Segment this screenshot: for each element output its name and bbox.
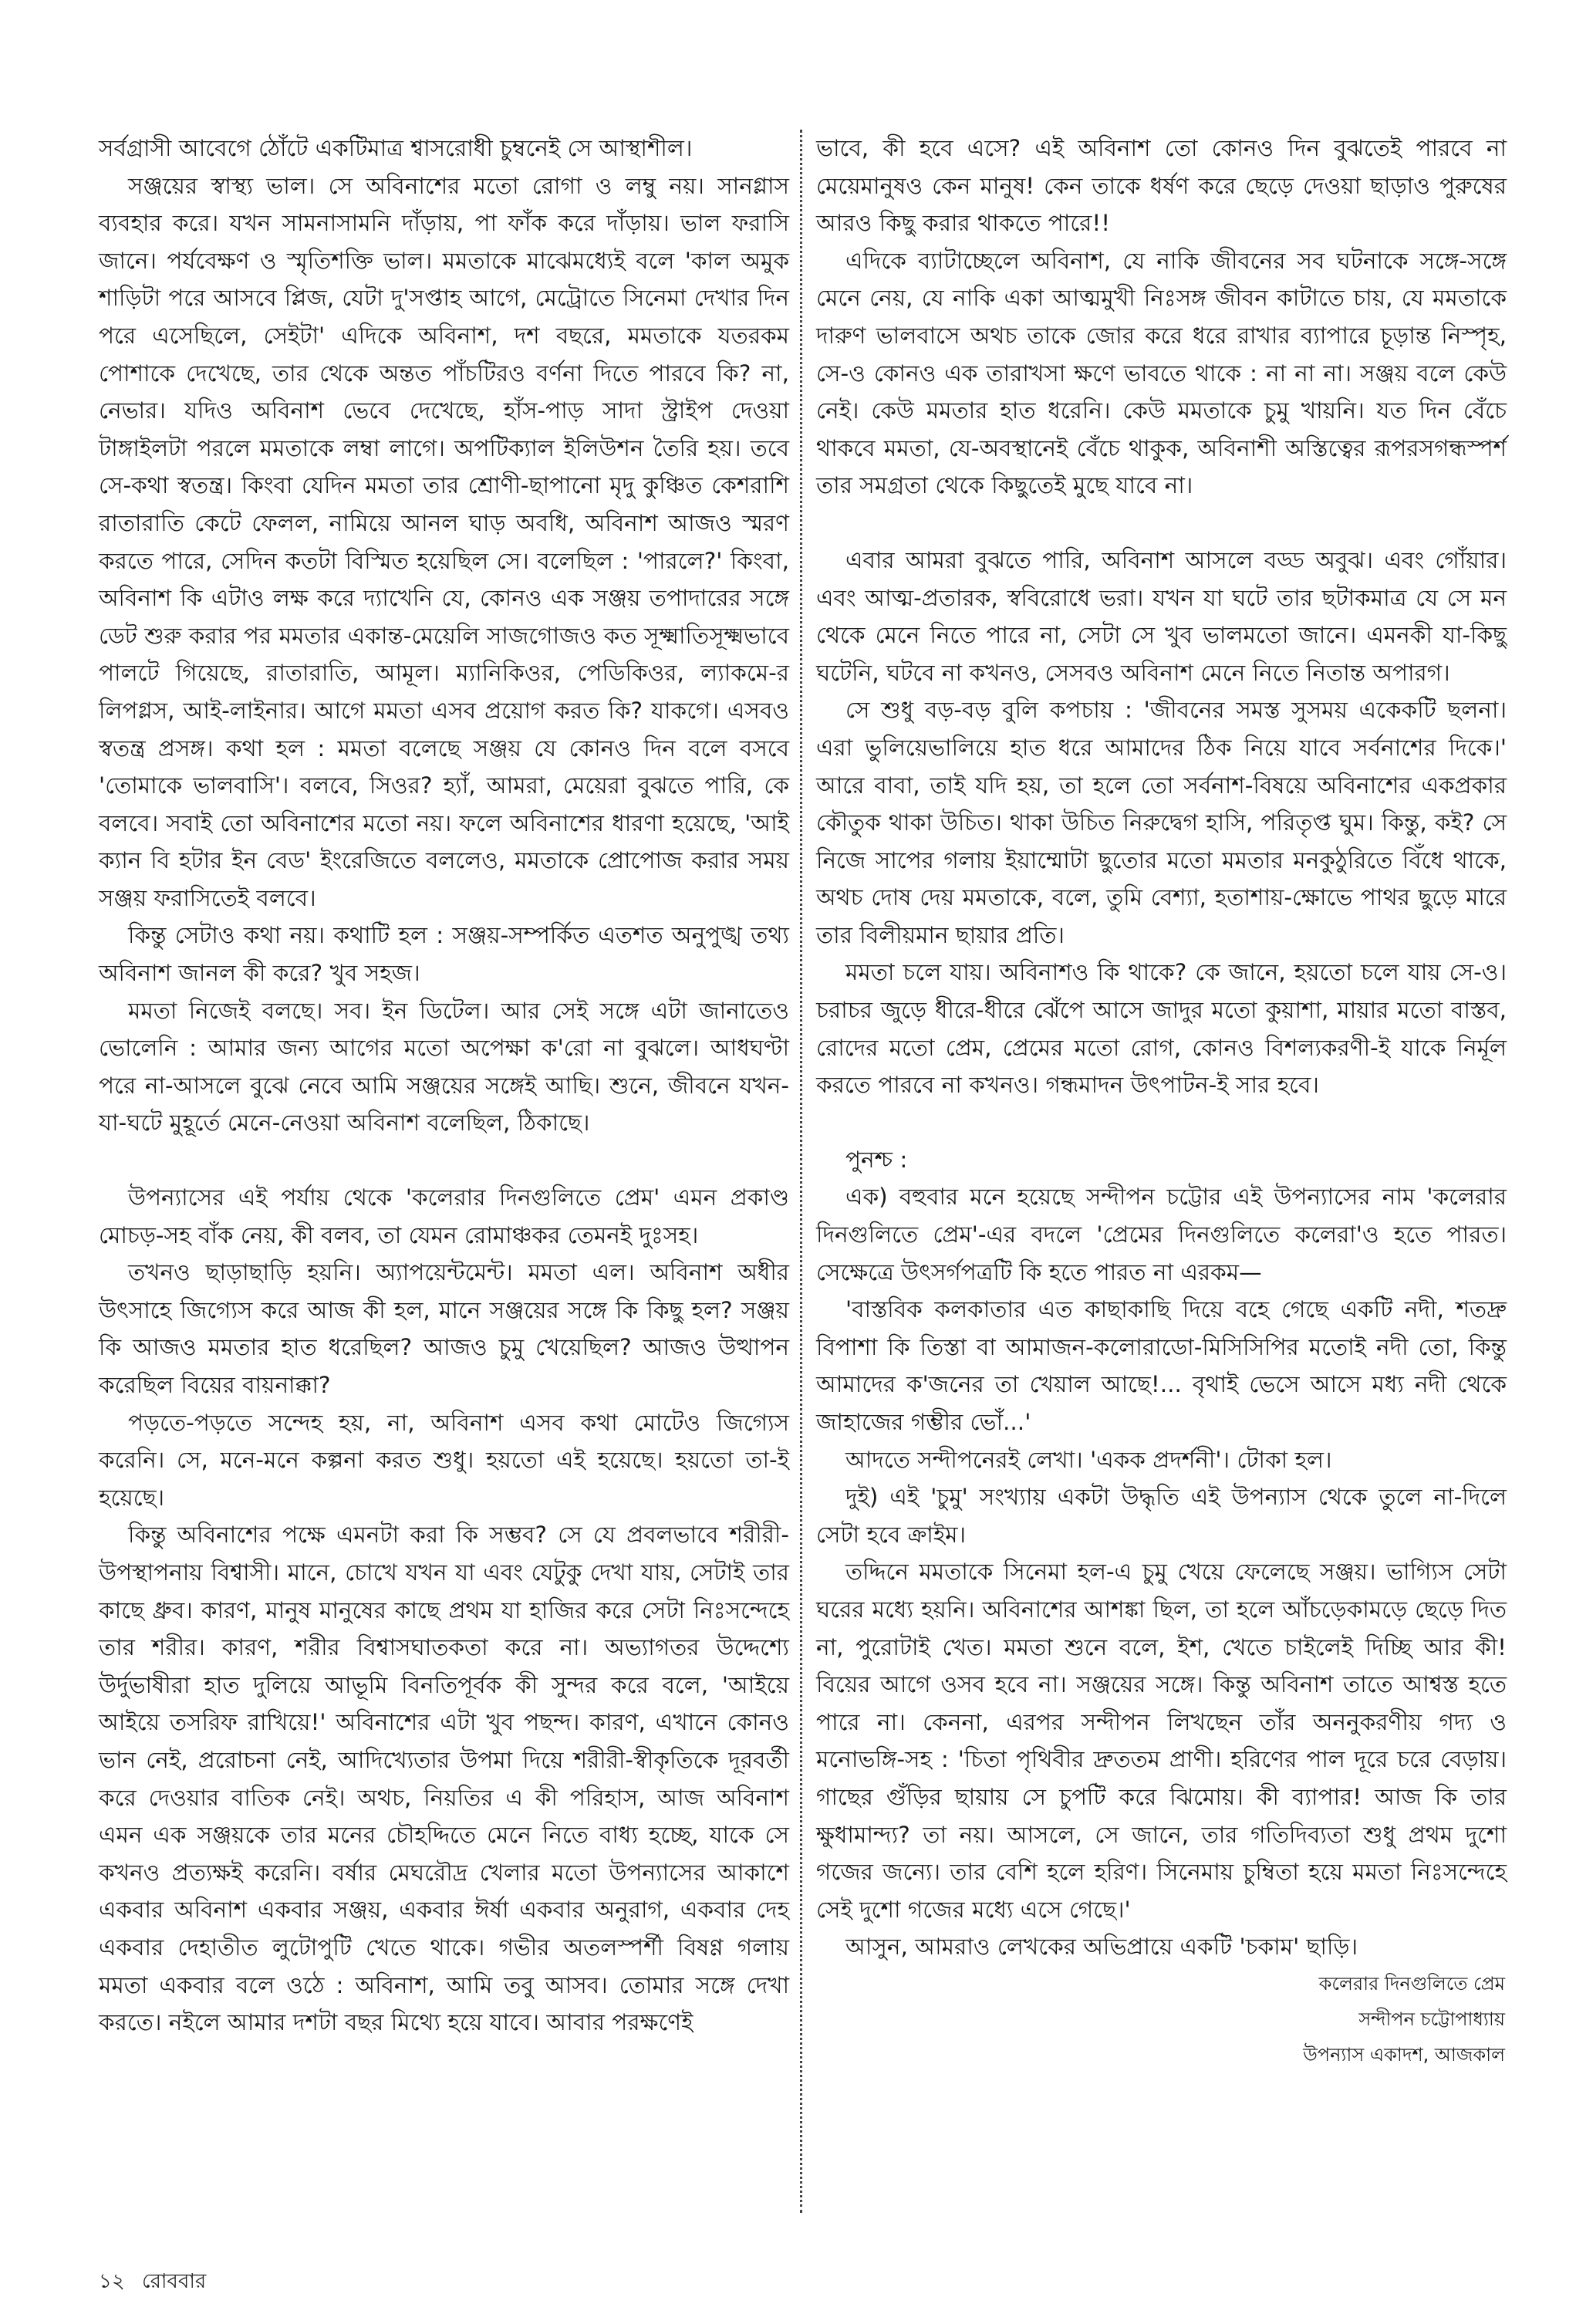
paragraph: সর্বগ্রাসী আবেগে ঠোঁটে একটিমাত্র শ্বাসরোধী চুম্বনেই সে আস্থাশীল।	[99, 135, 693, 161]
magazine-name: রোববার	[142, 2270, 207, 2293]
left-column	[99, 130, 789, 2042]
right-column-body	[816, 130, 1507, 1966]
paragraph: পড়তে-পড়তে সন্দেহ হয়, না, অবিনাশ এসব কথা মোটেও জিগ্যেস করেনি। সে, মনে-মনে কল্পনা করত শুধু। হয়তো এই হয়েছে। হয়তো তা-ই হয়েছে।	[99, 1409, 789, 1511]
paragraph: তদ্দিনে মমতাকে সিনেমা হল-এ চুমু খেয়ে ফেলেছে সঞ্জয়। ভাগ্যিস সেটা ঘরের মধ্যে হয়নি। অবিনাশের আশঙ্কা ছিল, তা হলে আঁচড়েকামড়ে ছেড়ে দিত না, পুরোটাই খেত। মমতা শুনে বলে, ইশ, খেতে চাইলেই দিচ্ছি আর কী! বিয়ের আগে ওসব হবে না। সঞ্জয়ের সঙ্গে। কিন্তু অবিনাশ তাতে আশ্বস্ত হতে পারে না। কেননা, এরপর সন্দীপন লিখছেন তাঁর অননুকরণীয় গদ্য ও মনোভঙ্গি-সহ : 'চিতা পৃথিবীর দ্রুততম প্রাণী। হরিণের পাল দূরে চরে বেড়ায়। গাছের গুঁড়ির ছায়ায় সে চুপটি করে ঝিমোয়। কী ব্যাপার! আজ কি তার ক্ষুধামান্দ্য? তা নয়। আসলে, সে জানে, তার গতিদিব্যতা শুধু প্রথম দুশো গজের জন্যে। তার বেশি হলে হরিণ। সিনেমায় চুম্বিতা হয়ে মমতা নিঃসন্দেহে সেই দুশো গজের মধ্যে এসে গেছে।'	[816, 1559, 1507, 1923]
paragraph: কিন্তু অবিনাশের পক্ষে এমনটা করা কি সম্ভব? সে যে প্রবলভাবে শরীরী-উপস্থাপনায় বিশ্বাসী। মানে, চোখে যখন যা এবং যেটুকু দেখা যায়, সেটাই তার কাছে ধ্রুব। কারণ, মানুষ মানুষের কাছে প্রথম যা হাজির করে সেটা নিঃসন্দেহে তার শরীর। কারণ, শরীর বিশ্বাসঘাতকতা করে না। অভ্যাগতর উদ্দেশ্যে উর্দুভাষীরা হাত দুলিয়ে আভূমি বিনতিপূর্বক কী সুন্দর করে বলে, 'আইয়ে আইয়ে তসরিফ রাখিয়ে!' অবিনাশের এটা খুব পছন্দ। কারণ, এখানে কোনও ভান নেই, প্ররোচনা নেই, আদিখ্যেতার উপমা দিয়ে শরীরী-স্বীকৃতিকে দূরবর্তী করে দেওয়ার বাতিক নেই। অথচ, নিয়তির এ কী পরিহাস, আজ অবিনাশ এমন এক সঞ্জয়কে তার মনের চৌহদ্দিতে মেনে নিতে বাধ্য হচ্ছে, যাকে সে কখনও প্রত্যক্ষই করেনি। বর্ষার মেঘরৌদ্র খেলার মতো উপন্যাসের আকাশে একবার অবিনাশ একবার সঞ্জয়, একবার ঈর্ষা একবার অনুরাগ, একবার দেহ একবার দেহাতীত লুটোপুটি খেতে থাকে। গভীর অতলস্পর্শী বিষণ্ণ গলায় মমতা একবার বলে ওঠে : অবিনাশ, আমি তবু আসব। তোমার সঙ্গে দেখা করতে। নইলে আমার দশটা বছর মিথ্যে হয়ে যাবে। আবার পরক্ষণেই	[99, 1522, 790, 2036]
credit-book-title: কলেরার দিনগুলিতে প্রেম	[1318, 1972, 1505, 1995]
paragraph: তখনও ছাড়াছাড়ি হয়নি। অ্যাপয়েন্টমেন্ট। মমতা এল। অবিনাশ অধীর উৎসাহে জিগ্যেস করে আজ কী হল, মানে সঞ্জয়ের সঙ্গে কি কিছু হল? সঞ্জয় কি আজও মমতার হাত ধরেছিল? আজও চুমু খেয়েছিল? আজও উত্থাপন করেছিল বিয়ের বায়নাক্কা?	[99, 1259, 789, 1398]
page-footer	[99, 2265, 206, 2299]
paragraph: এক) বহুবার মনে হয়েছে সন্দীপন চট্টোর এই উপন্যাসের নাম 'কলেরার দিনগুলিতে প্রেম'-এর বদলে 'প্রেমের দিনগুলিতে কলেরা'ও হতে পারত। সেক্ষেত্রে উৎসর্গপত্রটি কি হতে পারত না এরকম—	[816, 1184, 1507, 1285]
paragraph: কিন্তু সেটাও কথা নয়। কথাটি হল : সঞ্জয়-সম্পর্কিত এতশত অনুপুঙ্খ তথ্য অবিনাশ জানল কী করে? খুব সহজ।	[99, 922, 789, 987]
paragraph: এবার আমরা বুঝতে পারি, অবিনাশ আসলে বড্ড অবুঝ। এবং গোঁয়ার। এবং আত্ম-প্রতারক, স্ববিরোধে ভরা। যখন যা ঘটে তার ছটাকমাত্র যে সে মন থেকে মেনে নিতে পারে না, সেটা সে খুব ভালমতো জানে। এমনকী যা-কিছু ঘটেনি, ঘটবে না কখনও, সেসবও অবিনাশ মেনে নিতে নিতান্ত অপারগ।	[816, 546, 1507, 686]
page-number: ১২	[99, 2270, 125, 2293]
paragraph: উপন্যাসের এই পর্যায় থেকে 'কলেরার দিনগুলিতে প্রেম' এমন প্রকাণ্ড মোচড়-সহ বাঁক নেয়, কী বলব, তা যেমন রোমাঞ্চকর তেমনই দুঃসহ।	[99, 1184, 789, 1248]
credit-author: সন্দীপন চট্টোপাধ্যায়	[1358, 2008, 1505, 2030]
paragraph: মমতা চলে যায়। অবিনাশও কি থাকে? কে জানে, হয়তো চলে যায় সে-ও। চরাচর জুড়ে ধীরে-ধীরে ঝেঁপে আসে জাদুর মতো কুয়াশা, মায়ার মতো বাস্তব, রোদের মতো প্রেম, প্রেমের মতো রোগ, কোনও বিশল্যকরণী-ই যাকে নির্মূল করতে পারবে না কখনও। গন্ধমাদন উৎপাটন-ই সার হবে।	[816, 959, 1507, 1099]
paragraph: মমতা নিজেই বলছে। সব। ইন ডিটেল। আর সেই সঙ্গে এটা জানাতেও ভোলেনি : আমার জন্য আগের মতো অপেক্ষা ক'রো না বুঝলে। আধঘণ্টা পরে না-আসলে বুঝে নেবে আমি সঞ্জয়ের সঙ্গেই আছি। শুনে, জীবনে যখন-যা-ঘটে মুহূর্তে মেনে-নেওয়া অবিনাশ বলেছিল, ঠিকাছে।	[99, 997, 789, 1137]
paragraph-spacer	[816, 505, 1507, 542]
paragraph: দুই) এই 'চুমু' সংখ্যায় একটা উদ্ধৃতি এই উপন্যাস থেকে তুলে না-দিলে সেটা হবে ক্রাইম।	[816, 1484, 1507, 1548]
paragraph: ভাবে, কী হবে এসে? এই অবিনাশ তো কোনও দিন বুঝতেই পারবে না মেয়েমানুষও কেন মানুষ! কেন তাকে ধর্ষণ করে ছেড়ে দেওয়া ছাড়াও পুরুষের আরও কিছু করার থাকতে পারে!!	[816, 135, 1507, 237]
paragraph-spacer	[816, 1104, 1507, 1141]
paragraph-spacer	[99, 1142, 789, 1179]
paragraph: আদতে সন্দীপনেরই লেখা। 'একক প্রদর্শনী'। টোকা হল।	[845, 1446, 1332, 1473]
book-credit	[816, 1966, 1507, 2072]
paragraph: সে শুধু বড়-বড় বুলি কপচায় : 'জীবনের সমস্ত সুসময় একেকটি ছলনা। এরা ভুলিয়েভালিয়ে হাত ধরে আমাদের ঠিক নিয়ে যাবে সর্বনাশের দিকে।' আরে বাবা, তাই যদি হয়, তা হলে তো সর্বনাশ-বিষয়ে অবিনাশের একপ্রকার কৌতুক থাকা উচিত। থাকা উচিত নিরুদ্বেগ হাসি, পরিতৃপ্ত ঘুম। কিন্তু, কই? সে নিজে সাপের গলায় ইয়াম্মোটা ছুতোর মতো মমতার মনকুঠুরিতে বিঁধে থাকে, অথচ দোষ দেয় মমতাকে, বলে, তুমি বেশ্যা, হতাশায়-ক্ষোভে পাথর ছুড়ে মারে তার বিলীয়মান ছায়ার প্রতি।	[816, 697, 1507, 948]
right-column	[816, 130, 1507, 2072]
paragraph: এদিকে ব্যাটাচ্ছেলে অবিনাশ, যে নাকি জীবনের সব ঘটনাকে সঙ্গে-সঙ্গে মেনে নেয়, যে নাকি একা আত্মমুখী নিঃসঙ্গ জীবন কাটাতে চায়, যে মমতাকে দারুণ ভালবাসে অথচ তাকে জোর করে ধরে রাখার ব্যাপারে চূড়ান্ত নিস্পৃহ, সে-ও কোনও এক তারাখসা ক্ষণে ভাবতে থাকে : না না না। সঞ্জয় বলে কেউ নেই। কেউ মমতার হাত ধরেনি। কেউ মমতাকে চুমু খায়নি। যত দিন বেঁচে থাকবে মমতা, যে-অবস্থানেই বেঁচে থাকুক, অবিনাশী অস্তিত্বের রূপরসগন্ধস্পর্শ তার সমগ্রতা থেকে কিছুতেই মুছে যাবে না।	[816, 247, 1507, 499]
paragraph: 'বাস্তবিক কলকাতার এত কাছাকাছি দিয়ে বহে গেছে একটি নদী, শতদ্রু বিপাশা কি তিস্তা বা আমাজন-কলোরাডো-মিসিসিপির মতোই নদী তো, কিন্তু আমাদের ক'জনের তা খেয়াল আছে!... বৃথাই ভেসে আসে মধ্য নদী থেকে জাহাজের গম্ভীর ভোঁ...'	[816, 1296, 1507, 1435]
paragraph: পুনশ্চ :	[845, 1146, 908, 1173]
paragraph: আসুন, আমরাও লেখকের অভিপ্রায়ে একটি 'চকাম' ছাড়ি।	[845, 1934, 1358, 1961]
credit-publisher: উপন্যাস একাদশ, আজকাল	[1303, 2043, 1505, 2066]
paragraph: সঞ্জয়ের স্বাস্থ্য ভাল। সে অবিনাশের মতো রোগা ও লম্বু নয়। সানগ্লাস ব্যবহার করে। যখন সামনাসামনি দাঁড়ায়, পা ফাঁক করে দাঁড়ায়। ভাল ফরাসি জানে। পর্যবেক্ষণ ও স্মৃতিশক্তি ভাল। মমতাকে মাঝেমধ্যেই বলে 'কাল অমুক শাড়িটা পরে আসবে প্লিজ, যেটা দু'সপ্তাহ আগে, মেট্রোতে সিনেমা দেখার দিন পরে এসেছিলে, সেইটা' এদিকে অবিনাশ, দশ বছরে, মমতাকে যতরকম পোশাকে দেখেছে, তার থেকে অন্তত পাঁচটিরও বর্ণনা দিতে পারবে কি? না, নেভার। যদিও অবিনাশ ভেবে দেখেছে, হাঁস-পাড় সাদা স্ট্রাইপ দেওয়া টাঙ্গাইলটা পরলে মমতাকে লম্বা লাগে। অপটিক্যাল ইলিউশন তৈরি হয়। তবে সে-কথা স্বতন্ত্র। কিংবা যেদিন মমতা তার শ্রোণী-ছাপানো মৃদু কুঞ্চিত কেশরাশি রাতারাতি কেটে ফেলল, নামিয়ে আনল ঘাড় অবধি, অবিনাশ আজও স্মরণ করতে পারে, সেদিন কতটা বিস্মিত হয়েছিল সে। বলেছিল : 'পারলে?' কিংবা, অবিনাশ কি এটাও লক্ষ করে দ্যাখেনি যে, কোনও এক সঞ্জয় তপাদারের সঙ্গে ডেট শুরু করার পর মমতার একান্ত-মেয়েলি সাজগোজও কত সূক্ষ্মাতিসূক্ষ্মভাবে পালটে গিয়েছে, রাতারাতি, আমূল। ম্যানিকিওর, পেডিকিওর, ল্যাকমে-র লিপগ্লস, আই-লাইনার। আগে মমতা এসব প্রয়োগ করত কি? যাকগে। এসবও স্বতন্ত্র প্রসঙ্গ। কথা হল : মমতা বলেছে সঞ্জয় যে কোনও দিন বলে বসবে 'তোমাকে ভালবাসি'। বলবে, সিওর? হ্যাঁ, আমরা, মেয়েরা বুঝতে পারি, কে বলবে। সবাই তো অবিনাশের মতো নয়। ফলে অবিনাশের ধারণা হয়েছে, 'আই ক্যান বি হটার ইন বেড' ইংরেজিতে বললেও, মমতাকে প্রোপোজ করার সময় সঞ্জয় ফরাসিতেই বলবে।	[99, 172, 789, 911]
column-divider	[800, 130, 802, 2213]
